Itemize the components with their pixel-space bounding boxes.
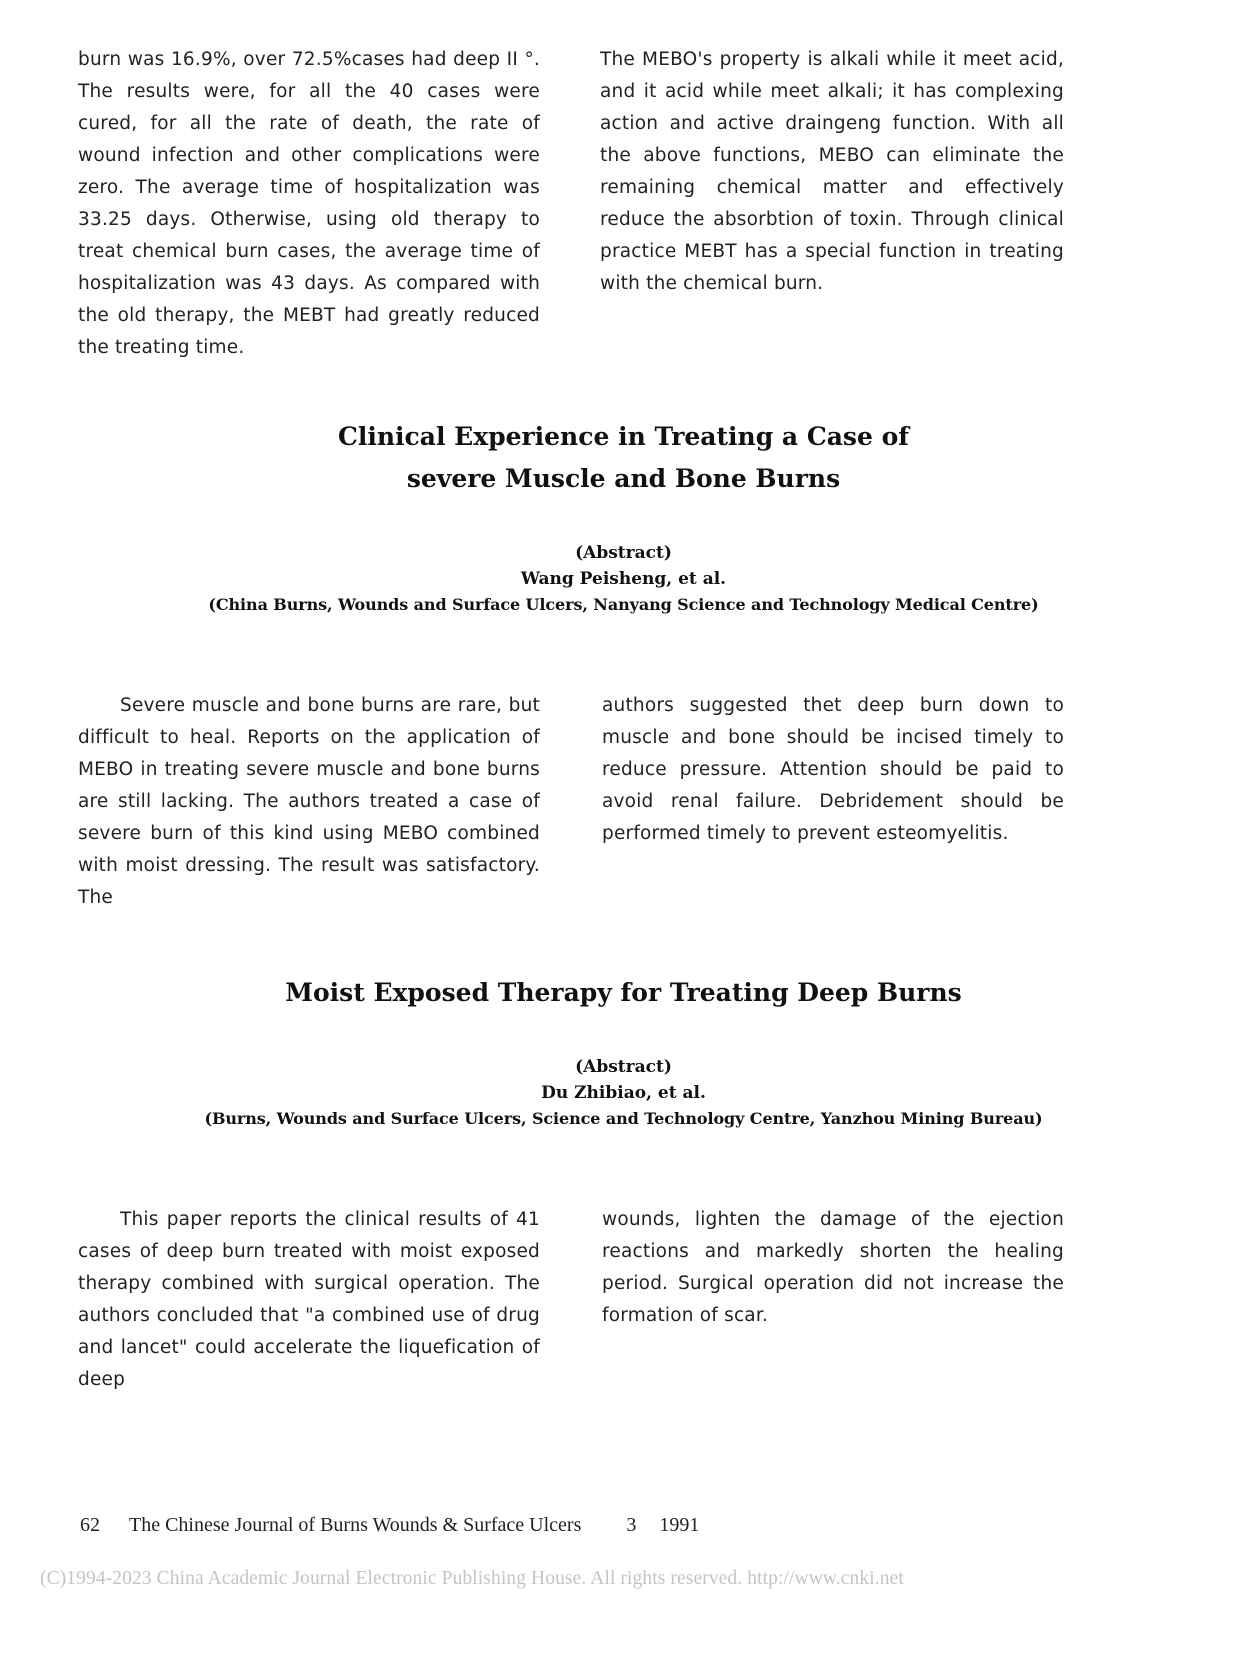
article2-meta (0, 1054, 1247, 1132)
article2-right-column (602, 1204, 1064, 1332)
issue-number: 3 (626, 1514, 637, 1536)
article1-title (0, 416, 1247, 500)
top-left-paragraph: burn was 16.9%, over 72.5%cases had deep II °. The results were, for all the 40 cases were cured, for all the rate of death, the rate of wound infection and other complications were zero. The average time of hospitalization was 33.25 days. Otherwise, using old therapy to treat chemical burn cases, the average time of hospitalization was 43 days. As compared with the old therapy, the MEBT had greatly reduced the treating time. (78, 49, 540, 358)
article2-left-paragraph: This paper reports the clinical results of 41 cases of deep burn treated with moist exposed therapy combined with surgical operation. The authors concluded that "a combined use of drug and lancet" could accelerate the liquefication of deep (78, 1209, 540, 1390)
article1-right-column (602, 690, 1064, 850)
article2-affiliation: (Burns, Wounds and Surface Ulcers, Science and Technology Centre, Yanzhou Mining Bureau) (204, 1109, 1043, 1128)
article1-abstract-label: (Abstract) (575, 543, 672, 563)
top-right-paragraph: The MEBO's property is alkali while it meet acid, and it acid while meet alkali; it has complexing action and active draingeng function. With all the above functions, MEBO can eliminate the remaining chemical matter and effectively reduce the absorbtion of toxin. Through clinical practice MEBT has a special function in treating with the chemical burn. (600, 49, 1064, 294)
article2-left-column (78, 1204, 540, 1396)
page-number: 62 (80, 1514, 100, 1536)
article1-right-paragraph: authors suggested thet deep burn down to muscle and bone should be incised timely to reduce pressure. Attention should be paid to avoid renal failure. Debridement should be performed timely to prevent esteomyelitis. (602, 695, 1064, 844)
page-footer (80, 1514, 699, 1537)
article1-left-paragraph: Severe muscle and bone burns are rare, but difficult to heal. Reports on the application of MEBO in treating severe muscle and bone burns are still lacking. The authors treated a case of severe burn of this kind using MEBO combined with moist dressing. The result was satisfactory. The (78, 695, 540, 908)
article1-title-line1: Clinical Experience in Treating a Case of (337, 422, 910, 451)
publication-year: 1991 (659, 1514, 700, 1536)
article2-authors: Du Zhibiao, et al. (541, 1083, 706, 1103)
article1-title-line2: severe Muscle and Bone Burns (406, 464, 841, 493)
article1-authors: Wang Peisheng, et al. (520, 569, 727, 589)
top-left-column (78, 44, 540, 364)
article1-left-column (78, 690, 540, 914)
top-right-column (600, 44, 1064, 300)
article1-meta (0, 540, 1247, 618)
article2-title (0, 972, 1247, 1014)
article2-right-paragraph: wounds, lighten the damage of the ejection reactions and markedly shorten the healing period. Surgical operation did not increase the formation of scar. (602, 1209, 1064, 1326)
article2-abstract-label: (Abstract) (575, 1057, 672, 1077)
article2-title-line: Moist Exposed Therapy for Treating Deep Burns (285, 978, 962, 1007)
article1-affiliation: (China Burns, Wounds and Surface Ulcers, Nanyang Science and Technology Medical Centre) (208, 595, 1039, 614)
copyright-notice: (C)1994-2023 China Academic Journal Electronic Publishing House. All rights reserved. http://www.cnki.net (40, 1568, 904, 1589)
journal-name: The Chinese Journal of Burns Wounds & Surface Ulcers (129, 1514, 582, 1536)
